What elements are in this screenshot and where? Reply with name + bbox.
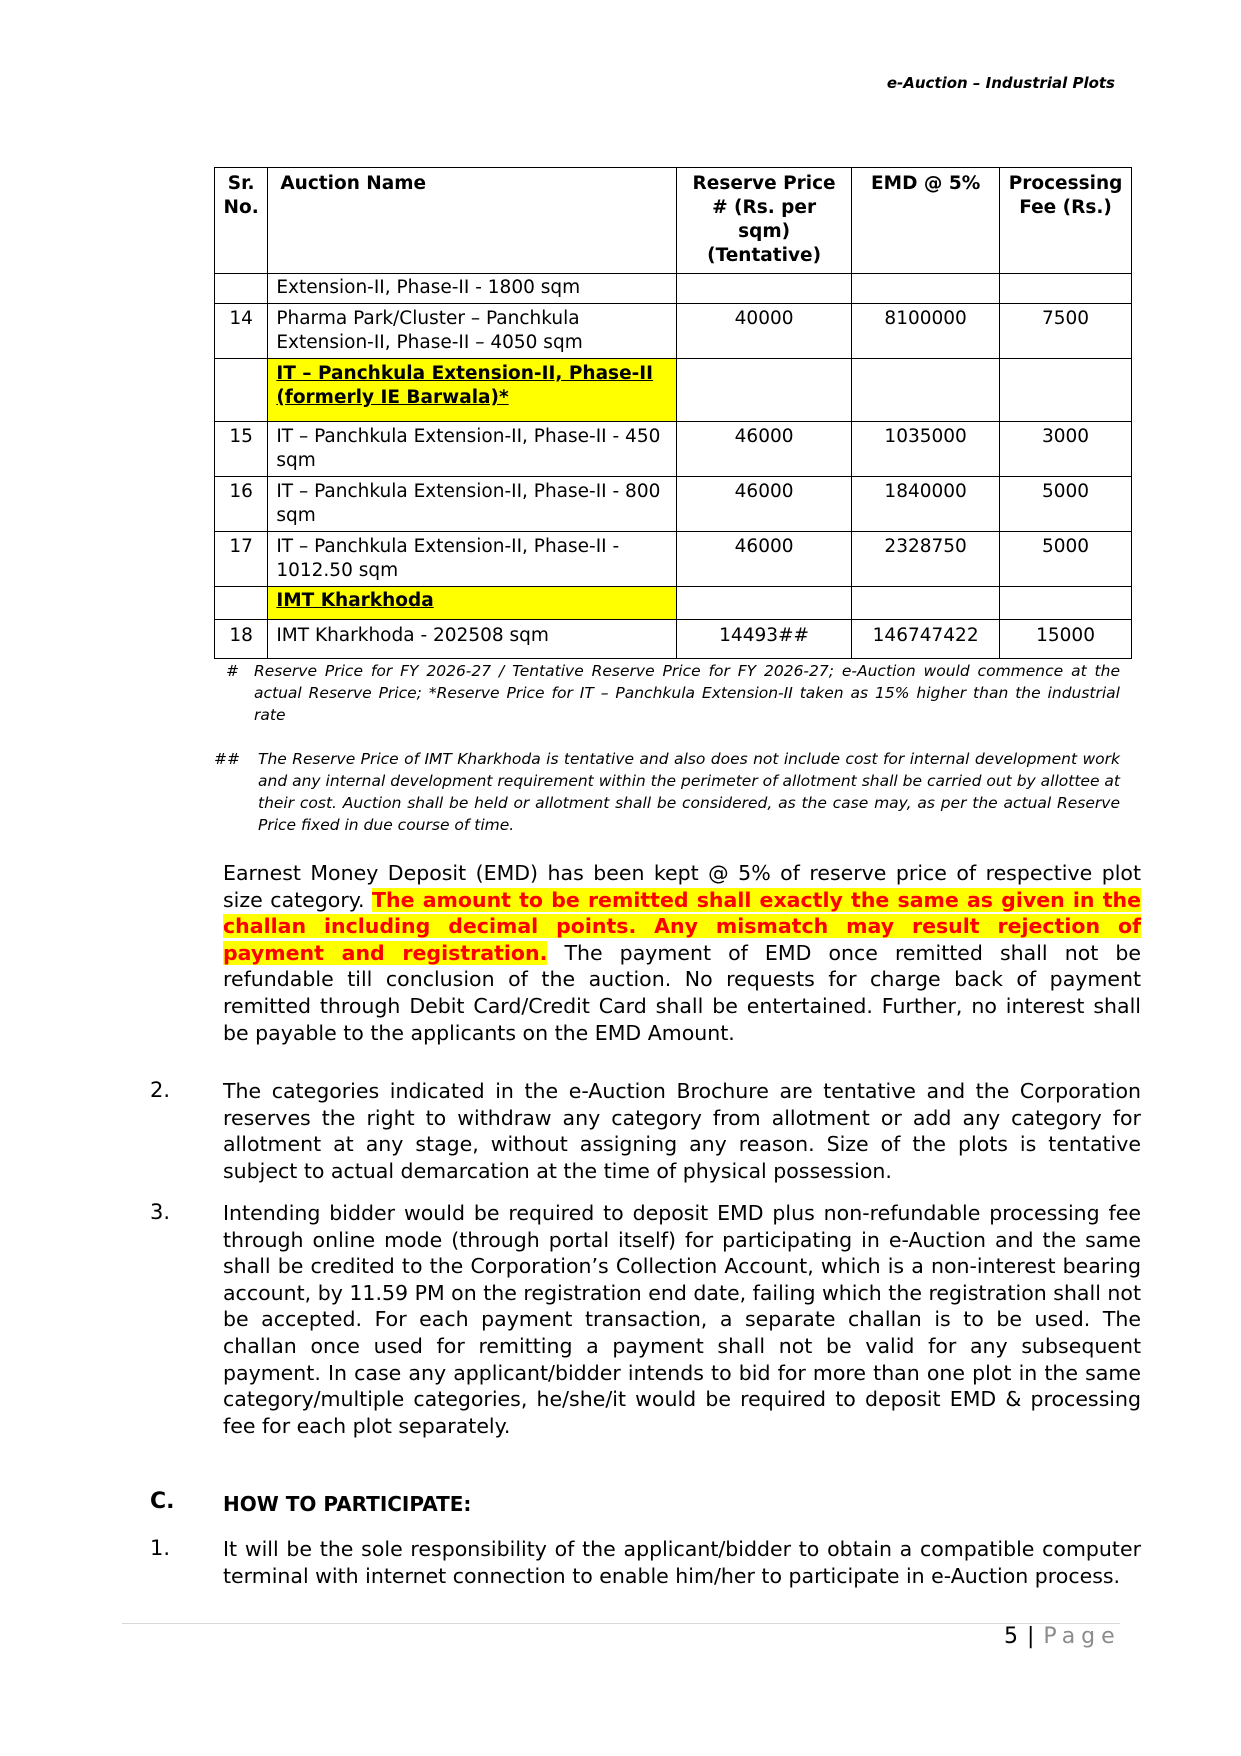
- cell-sr: 14: [215, 304, 268, 359]
- item-text-2: The categories indicated in the e-Auction Brochure are tentative and the Corporation reserves the right to withdraw any category from allotment or add any category for allotment at any stage, without assigning any reason. Size of the plots is tentative subject to actual demarcation at the time of physical possession.: [223, 1079, 1141, 1183]
- page-number: [1004, 1624, 1121, 1649]
- cell-fee: [1000, 587, 1132, 620]
- cell-emd: 1035000: [852, 422, 1000, 477]
- footnote-hash-text: Reserve Price for FY 2026-27 / Tentative Reserve Price for FY 2026-27; e-Auction would commence at the actual Reserve Price; *Reserve Price for IT – Panchkula Extension-II taken as 15% higher than the industrial rate: [254, 662, 1120, 724]
- cell-fee: [1000, 359, 1132, 422]
- cell-emd: 8100000: [852, 304, 1000, 359]
- cell-reserve: 46000: [677, 422, 852, 477]
- section-title: HOW TO PARTICIPATE:: [223, 1492, 472, 1516]
- cell-emd: [852, 359, 1000, 422]
- emd-paragraph: [223, 860, 1141, 1046]
- cell-sr: 17: [215, 532, 268, 587]
- cell-reserve: 14493##: [677, 620, 852, 659]
- section-heading-it-panchkula: IT – Panchkula Extension-II, Phase-II (formerly IE Barwala)*: [268, 359, 677, 422]
- emd-text-after: The payment of EMD once remitted shall not be refundable till conclusion of the auction. No requests for charge back of payment remitted through Debit Card/Credit Card shall be entertained. Further, no interest shall be payable to the applicants on the EMD Amount.: [223, 940, 1141, 1045]
- cell-emd: [852, 274, 1000, 304]
- emd-text-before: Earnest Money Deposit (EMD) has been kept @ 5% of reserve price of respective plot size category.: [223, 861, 1141, 912]
- cell-name: IMT Kharkhoda - 202508 sqm: [268, 620, 677, 659]
- page-separator: |: [1027, 1624, 1036, 1649]
- cell-reserve: [677, 359, 852, 422]
- cell-fee: 5000: [1000, 532, 1132, 587]
- footnote-hash-mark: #: [226, 662, 239, 680]
- col-sr-no: Sr. No.: [215, 168, 268, 274]
- cell-name: Pharma Park/Cluster – Panchkula Extension-II, Phase-II – 4050 sqm: [268, 304, 677, 359]
- item-number-2: 2.: [150, 1078, 171, 1102]
- cell-fee: 7500: [1000, 304, 1132, 359]
- cell-sr: 16: [215, 477, 268, 532]
- cell-name: IT – Panchkula Extension-II, Phase-II - 800 sqm: [268, 477, 677, 532]
- section-letter: C.: [150, 1489, 175, 1514]
- footer-rule: [122, 1623, 1120, 1624]
- col-auction-name: Auction Name: [268, 168, 677, 274]
- cell-sr: [215, 587, 268, 620]
- cell-reserve: 46000: [677, 477, 852, 532]
- page-number-value: 5: [1004, 1624, 1019, 1649]
- auction-table: [214, 167, 1132, 659]
- col-reserve-price: Reserve Price # (Rs. per sqm) (Tentative): [677, 168, 852, 274]
- table-section-row: [215, 359, 1132, 422]
- cell-reserve: [677, 587, 852, 620]
- cell-sr: [215, 359, 268, 422]
- table-row: [215, 304, 1132, 359]
- section-heading-imt-kharkhoda: IMT Kharkhoda: [268, 587, 677, 620]
- cell-sr: [215, 274, 268, 304]
- cell-name: Extension-II, Phase-II - 1800 sqm: [268, 274, 677, 304]
- page-word: Page: [1043, 1624, 1121, 1649]
- footnote-double-hash: [214, 748, 1120, 836]
- section-c-item-text-1: It will be the sole responsibility of the applicant/bidder to obtain a compatible computer terminal with internet connection to enable him/her to participate in e-Auction process.: [223, 1537, 1141, 1588]
- item-text-3: Intending bidder would be required to deposit EMD plus non-refundable processing fee through online mode (through portal itself) for participating in e-Auction and the same shall be credited to the Corporation’s Collection Account, which is a non-interest bearing account, by 11.59 PM on the registration end date, failing which the registration shall not be accepted. For each payment transaction, a separate challan is to be used. The challan once used for remitting a payment shall not be valid for any subsequent payment. In case any applicant/bidder intends to bid for more than one plot in the same category/multiple categories, he/she/it would be required to deposit EMD & processing fee for each plot separately.: [223, 1201, 1141, 1438]
- col-emd: EMD @ 5%: [852, 168, 1000, 274]
- cell-reserve: [677, 274, 852, 304]
- cell-sr: 18: [215, 620, 268, 659]
- footnote-hash: [226, 660, 1120, 726]
- cell-emd: [852, 587, 1000, 620]
- cell-fee: 3000: [1000, 422, 1132, 477]
- cell-fee: [1000, 274, 1132, 304]
- cell-fee: 5000: [1000, 477, 1132, 532]
- cell-sr: 15: [215, 422, 268, 477]
- cell-name: IT – Panchkula Extension-II, Phase-II - 1012.50 sqm: [268, 532, 677, 587]
- table-row: [215, 422, 1132, 477]
- table-header-row: [215, 168, 1132, 274]
- cell-reserve: 40000: [677, 304, 852, 359]
- table-row: [215, 274, 1132, 304]
- item-number-3: 3.: [150, 1200, 171, 1224]
- cell-emd: 2328750: [852, 532, 1000, 587]
- running-header: e-Auction – Industrial Plots: [886, 74, 1115, 92]
- emd-warning-highlight: The amount to be remitted shall exactly the same as given in the challan including decimal points. Any mismatch may result rejection of payment and registration.: [223, 887, 1141, 965]
- footnote-double-hash-text: The Reserve Price of IMT Kharkhoda is tentative and also does not include cost for internal development work and any internal development requirement within the perimeter of allotment shall be carried out by allottee at their cost. Auction shall be held or allotment shall be considered, as the case may, as per the actual Reserve Price fixed in due course of time.: [258, 750, 1120, 834]
- footnote-double-hash-mark: ##: [214, 750, 240, 768]
- section-c-item-number-1: 1.: [150, 1536, 171, 1560]
- table-row: [215, 477, 1132, 532]
- cell-name: IT – Panchkula Extension-II, Phase-II - 450 sqm: [268, 422, 677, 477]
- col-processing-fee: Processing Fee (Rs.): [1000, 168, 1132, 274]
- table-row: [215, 620, 1132, 659]
- cell-fee: 15000: [1000, 620, 1132, 659]
- cell-emd: 1840000: [852, 477, 1000, 532]
- cell-emd: 146747422: [852, 620, 1000, 659]
- cell-reserve: 46000: [677, 532, 852, 587]
- table-section-row: [215, 587, 1132, 620]
- table-row: [215, 532, 1132, 587]
